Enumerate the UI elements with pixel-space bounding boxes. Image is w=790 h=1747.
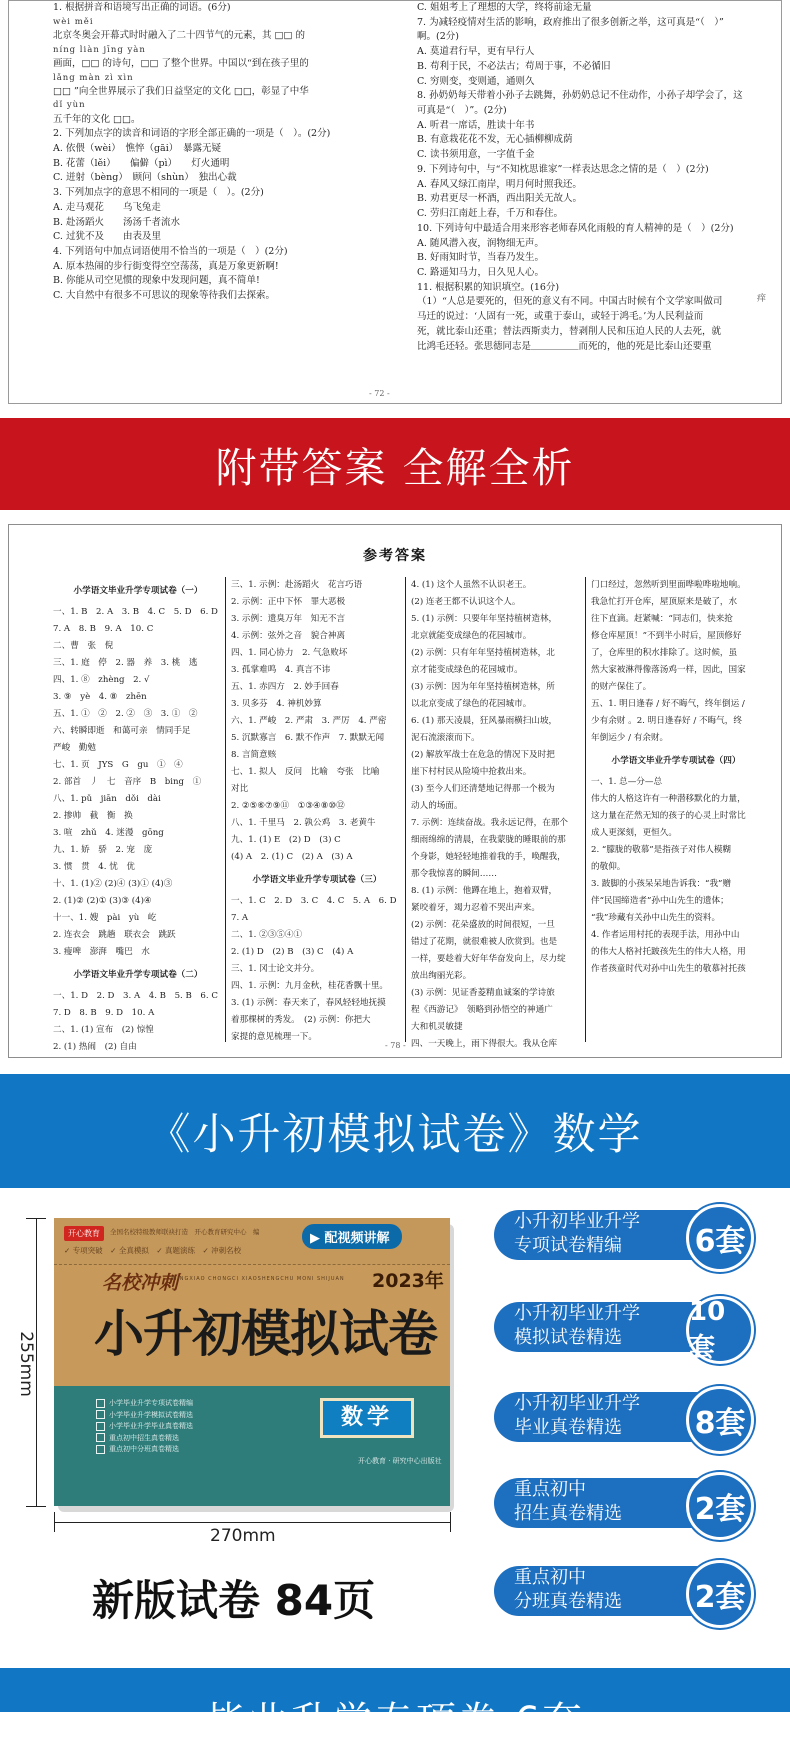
exam-line: 10. 下列诗句中最适合用来形容老师春风化雨般的育人精神的是（ ）(2分)	[417, 222, 734, 234]
answer-line: 北京就能变成绿色的花园城市。	[411, 631, 532, 641]
answer-line: 个身影，她轻轻地推着我的手，唤醒我，	[411, 852, 566, 862]
answer-line: 伟大的人格这许有一种潜移默化的力量，	[591, 794, 746, 804]
pill-line2: 模拟试卷精选	[514, 1327, 622, 1348]
exam-line: níng liàn jīng yàn	[53, 44, 146, 55]
exam-line: wèi měi	[53, 16, 94, 27]
book-year: 2023年	[372, 1270, 444, 1292]
answer-line: 这力量在茫然无知的孩子的心灵上时常比	[591, 811, 746, 821]
answer-line: 错过了花期，就很难被人欣赏到。也是	[411, 937, 558, 947]
pill-line2: 分班真卷精选	[514, 1591, 622, 1612]
answer-line: 二、曹 张 倪	[53, 641, 114, 651]
answer-line: 3. 贝多芬 4. 神机妙算	[231, 699, 322, 709]
pill-count: 6套	[686, 1204, 754, 1272]
pill-line2: 毕业真卷精选	[514, 1417, 622, 1438]
bottom-banner	[0, 1668, 790, 1745]
answer-line: 然大家被淋得像落汤鸡一样，因此，国家	[591, 665, 746, 675]
column-divider	[585, 577, 586, 1042]
answer-line: 四、1. 示例：九月金秋，桂花香飘十里。	[231, 981, 389, 991]
answer-line: 8. 言简意赅	[231, 750, 277, 760]
answer-section-heading: 小学语文毕业升学专项试卷（二）	[73, 970, 203, 980]
checkbox-icon	[96, 1445, 105, 1454]
bottom-banner-text: 毕业升学专项卷 6套	[205, 1699, 585, 1745]
answer-section-heading: 小学语文毕业升学专项试卷（一）	[73, 586, 203, 596]
column-divider	[405, 577, 406, 1042]
book-editor-text: 全国名校特级教师联袂打造 开心教育研究中心 编	[110, 1228, 260, 1236]
answer-line: 修仓库屋顶！”不到半小时后，屋顶修好	[591, 631, 742, 641]
answer-line: 3. 瘦啤 澎湃 嘴巴 水	[53, 947, 150, 957]
answer-line: 2. “朦胧的敬慕”是指孩子对伟人模糊	[591, 845, 732, 855]
exam-line: C. 大自然中有很多不可思议的现象等待我们去探索。	[53, 290, 275, 302]
answer-line: 十一、1. 嫂 pài yù 屹	[53, 913, 157, 923]
exam-line: B. 有意栽花花不发，无心插柳柳成荫	[417, 134, 573, 146]
answer-line: 四、1. ⑧ zhèng 2. √	[53, 675, 150, 685]
answer-line: 3. 示例：遗臭万年 知无不言	[231, 614, 346, 624]
answer-line: 2. 示例：正中下怀 罪大恶极	[231, 597, 346, 607]
answer-line: 崖下村村民从险境中抢救出来。	[411, 767, 532, 777]
exam-right-column	[417, 1, 757, 354]
exam-line: 可真是“（ ）”。(2分)	[417, 105, 507, 117]
answer-line: 2. (1)② (2)① (3)③ (4)④	[53, 896, 152, 906]
answer-line: 2. (1) 热闹 (2) 自由	[53, 1042, 137, 1052]
answer-line: 作者孩童时代对孙中山先生的敬慕衬托孩	[591, 964, 746, 974]
exam-line: 比鸿毛还轻。张思德同志是＿＿＿＿＿而死的，他的死是比泰山还要重	[417, 340, 712, 352]
exam-line: A. 随风潜入夜，润物细无声。	[417, 237, 544, 249]
video-badge	[302, 1224, 402, 1249]
answer-line: (2) 解放军战士在危急的情况下及时把	[411, 750, 555, 760]
exam-line: 五千年的文化 □□。	[53, 113, 141, 125]
pill-text	[514, 1566, 694, 1614]
answer-line: 紧咬着牙，竭力忍着不哭出声来。	[411, 903, 540, 913]
height-dimension-cap	[26, 1506, 46, 1507]
exam-line: 8. 孙奶奶每天带着小孙子去跳舞，孙奶奶总记不住动作，小孙子却学会了，这	[417, 90, 743, 102]
answer-line: (2) 连老王都不认识这个人。	[411, 597, 521, 607]
exam-line: 2. 下列加点字的读音和词语的字形全部正确的一项是（ ）。(2分)	[53, 128, 331, 140]
exam-line: 11. 根据积累的知识填空。(16分)	[417, 281, 560, 293]
pill-count: 2套	[686, 1472, 754, 1540]
answer-line: 二、1. ②③⑤④①	[231, 930, 303, 940]
exam-left-column	[53, 1, 383, 304]
book-brand-logo: 开心教育	[64, 1226, 104, 1241]
answer-line: 家提的意见梳理一下。	[231, 1032, 317, 1042]
answer-line: (3) 示例：因为年年坚持植树造林，所	[411, 682, 555, 692]
answer-line: 一、1. C 2. D 3. C 4. C 5. A 6. D	[231, 896, 397, 906]
answer-line: 放出绚丽光彩。	[411, 971, 472, 981]
book-publisher: 开心教育 · 研究中心出版社	[358, 1457, 442, 1465]
pill-line1: 重点初中	[514, 1479, 586, 1500]
exam-line: C. 过犹不及 由表及里	[53, 231, 161, 243]
exam-line: 死，就比泰山还重；替法西斯卖力，替剥削人民和压迫人民的人去死，就	[417, 325, 722, 337]
answer-line: 的财产保住了。	[591, 682, 652, 692]
answer-line: 3. ⑨ yè 4. ⑧ zhēn	[53, 692, 147, 702]
answer-line: 一、1. 总—分—总	[591, 777, 663, 787]
checkbox-icon	[96, 1410, 105, 1419]
exam-line: C. 姐姐考上了理想的大学，终将前途无量	[417, 2, 592, 13]
exam-page-number: - 72 -	[369, 389, 390, 398]
answer-line: 六、转瞬即逝 和蔼可亲 情同手足	[53, 726, 191, 736]
answer-line: 九、1. 娇 骄 2. 宠 庞	[53, 845, 153, 855]
book-list-label: 小学毕业升学专项试卷精编	[109, 1399, 193, 1407]
exam-page-preview	[8, 0, 782, 404]
pill-line1: 小升初毕业升学	[514, 1303, 640, 1324]
answer-line: 八、1. pǔ jiān dǒi dài	[53, 794, 161, 804]
height-dimension-line	[36, 1218, 37, 1506]
exam-line: 3. 下列加点字的意思不相同的一项是（ ）。(2分)	[53, 187, 264, 199]
answer-line: 3. (1) 示例：春天来了，春风轻轻地抚摸	[231, 998, 386, 1008]
book-list-item	[96, 1444, 193, 1456]
pill-text	[514, 1392, 694, 1440]
answer-line: 5. 沉默寡言 6. 默不作声 7. 默默无闻	[231, 733, 385, 743]
exam-side-mark: 痒	[757, 294, 767, 304]
answer-line: 2. (1) D (2) B (3) C (4) A	[231, 947, 354, 957]
checkbox-icon	[96, 1433, 105, 1442]
pill-line2: 招生真卷精选	[514, 1503, 622, 1524]
checkbox-icon	[96, 1399, 105, 1408]
answer-line: 五、1. 明日逢春 / 好不晦气，终年倒运 /	[591, 699, 745, 709]
exam-line: C. 劳归江南赶上春，千万和春住。	[417, 208, 563, 220]
exam-line: 7. 为减轻疫情对生活的影响，政府推出了很多创新之举，这可真是“（ ）”	[417, 16, 724, 28]
exam-line: □□ ”向全世界展示了我们日益坚定的文化 □□，彰显了中华	[53, 85, 309, 97]
answer-line: 三、1. 冈士论文并分。	[231, 964, 320, 974]
answer-line: 成人更深刻，更恒久。	[591, 828, 677, 838]
answer-line: 的敬仰。	[591, 862, 626, 872]
exam-line: 北京冬奥会开幕式时时融入了二十四节气的元素，其 □□ 的	[53, 29, 305, 41]
answer-line: 那令我惊喜的瞬间……	[411, 869, 497, 879]
height-dimension-cap	[26, 1218, 46, 1219]
answers-banner-text: 附带答案 全解全析	[215, 443, 575, 492]
math-banner-text: 《小升初模拟试卷》数学	[147, 1109, 643, 1160]
exam-line: A. 听君一席话，胜读十年书	[417, 119, 535, 131]
exam-line: A. 依偎（wèi） 憔悴（gāi） 暴露无疑	[53, 143, 221, 154]
pill-line1: 重点初中	[514, 1567, 586, 1588]
answer-line: 5. (1) 示例：只要年年坚持植树造林，	[411, 614, 558, 624]
answer-line: 三、1. 庭 停 2. 器 养 3. 桃 逃	[53, 658, 198, 668]
answer-line: (4) A 2. (1) C (2) A (3) A	[231, 852, 353, 862]
book-tags: ✓ 专项突破 ✓ 全真模拟 ✓ 真题演练 ✓ 冲刺名校	[64, 1246, 242, 1255]
pill-text	[514, 1302, 694, 1350]
pill-count: 10套	[686, 1296, 754, 1364]
answer-section-heading: 小学语文毕业升学专项试卷（四）	[611, 756, 741, 766]
answer-line: 二、1. (1) 宣布 (2) 惊惶	[53, 1025, 154, 1035]
answer-line: 2. 部首 丿 七 音序 B bing ①	[53, 777, 202, 787]
exam-line: C. 路遥知马力，日久见人心。	[417, 266, 544, 278]
exam-line: B. 赴汤蹈火 汤汤千者流水	[53, 216, 181, 228]
book-list-label: 小学毕业升学毕业真卷精选	[109, 1422, 193, 1430]
answer-page-preview	[8, 524, 782, 1058]
height-dimension-label: 255mm	[16, 1331, 36, 1397]
answer-title: 参考答案	[363, 548, 427, 564]
exam-line: （1）“人总是要死的，但死的意义有不同。中国古时候有个文学家叫做司	[417, 296, 723, 308]
answer-column-1	[53, 577, 223, 1056]
answer-line: 严峻 勤勉	[53, 743, 96, 753]
width-dimension-line	[54, 1522, 450, 1523]
exam-line: C. 穷则变，变则通，通则久	[417, 75, 535, 87]
checkbox-icon	[96, 1422, 105, 1431]
answer-section-heading: 小学语文毕业升学专项试卷（三）	[252, 875, 382, 885]
exam-line: 4. 下列语句中加点词语使用不恰当的一项是（ ）(2分)	[53, 246, 288, 258]
answer-line: 少有余财 。2. 明日逢春好 / 不晦气，终	[591, 716, 742, 726]
answer-line: 7. D 8. B 9. D 10. A	[53, 1008, 155, 1018]
answer-line: 对比	[231, 784, 249, 794]
book-list-item	[96, 1433, 193, 1445]
answer-line: (2) 示例：只有年年坚持植树造林，北	[411, 648, 555, 658]
pill-line1: 小升初毕业升学	[514, 1211, 640, 1232]
answer-line: (2) 示例：花朵盛放的时间很短，一旦	[411, 920, 555, 930]
exam-line: A. 走马观花 乌飞兔走	[53, 201, 161, 213]
exam-line: B. 花蕾（lěi） 偏僻（pì） 灯火通明	[53, 157, 230, 169]
exam-line: B. 劝君更尽一杯酒，西出阳关无故人。	[417, 193, 583, 205]
answer-line: (3) 至今人们还清楚地记得那一个极为	[411, 784, 555, 794]
answer-line: 我急忙打开仓库，屋顶原来是破了，水	[591, 597, 738, 607]
answer-line: 4. 作者运用村托的表现手法，用孙中山	[591, 930, 740, 940]
pill-count: 2套	[686, 1560, 754, 1628]
answer-line: 动人的场面。	[411, 801, 463, 811]
answer-line: 四、一天晚上，雨下得很大。我从仓库	[411, 1039, 558, 1049]
answer-line: 7. 示例：连续奋战。我永远记得，在那个	[411, 818, 569, 828]
answer-line: 了，仓库里的积水排除了。这时候，虽	[591, 648, 738, 658]
book-list-label: 重点初中分班真卷精选	[109, 1445, 179, 1453]
book-cover	[54, 1218, 450, 1506]
answer-column-4	[591, 577, 761, 978]
exam-line: dǐ yùn	[53, 100, 86, 111]
width-dimension-label: 270mm	[210, 1526, 276, 1546]
answer-line: 九、1. (1) E (2) D (3) C	[231, 835, 341, 845]
answer-line: 细雨绵绵的清晨，在我蒙胧的睡眼前的那	[411, 835, 566, 845]
answer-line: 3. 惯 贯 4. 忧 优	[53, 862, 136, 872]
book-contents-list	[96, 1398, 193, 1456]
answer-line: 门口经过，忽然听到里面哗啦哗啦地响。	[591, 580, 746, 590]
play-icon: ▶	[310, 1231, 325, 1246]
answer-line: 泥石流滚滚而下。	[411, 733, 480, 743]
answer-line: “我”珍藏有关孙中山先生的资料。	[591, 913, 721, 923]
pill-line2: 专项试卷精编	[514, 1235, 622, 1256]
answer-line: 十、1. (1)② (2)④ (3)① (4)③	[53, 879, 173, 889]
answer-column-3	[411, 577, 583, 1053]
answer-line: 五、1. ① ② 2. ② ③ 3. ① ②	[53, 709, 198, 719]
answer-line: 京才能变成绿色的花园城市。	[411, 665, 523, 675]
answer-line: 五、1. 赤四方 2. 妙手回春	[231, 682, 339, 692]
exam-line: lǎng màn zì xìn	[53, 72, 134, 83]
book-title: 小升初模拟试卷	[94, 1305, 437, 1363]
book-list-label: 重点初中招生真卷精选	[109, 1433, 179, 1442]
exam-line: 画面，□□ 的诗句，□□ 了整个世界。中国以“到在孩子里的	[53, 57, 309, 69]
book-list-item	[96, 1398, 193, 1410]
answer-line: 一样，要趁着大好年华奋发向上，尽力绽	[411, 954, 566, 964]
set-pill	[494, 1386, 754, 1448]
set-pill	[494, 1296, 754, 1363]
answer-line: 年倒运少 / 有余财。	[591, 733, 669, 743]
answer-line: 的伟大人格衬托跛孩先生的伟大人格，用	[591, 947, 746, 957]
answer-line: 2. 连衣会 跳趟 联衣会 跳跃	[53, 930, 176, 940]
exam-line: 马迁的说过：‘人固有一死，或重于泰山，或轻于鸿毛。’为人民利益而	[417, 311, 704, 323]
answers-banner	[0, 418, 790, 510]
answer-line: (3) 示例：见证香菱精血诚案的学诗旅	[411, 988, 555, 998]
new-edition-caption: 新版试卷 84页	[92, 1576, 376, 1625]
answer-line: 一、1. B 2. A 3. B 4. C 5. D 6. D	[53, 607, 218, 617]
book-list-label: 小学毕业升学模拟试卷精选	[109, 1410, 193, 1419]
answer-line: 4. 示例：弦外之音 貌合神离	[231, 631, 346, 641]
pill-text	[514, 1210, 694, 1258]
exam-line: B. 好雨知时节，当春乃发生。	[417, 252, 545, 264]
answer-line: 八、1. 千里马 2. 孰公鸡 3. 老黄牛	[231, 818, 376, 828]
answer-line: 以北京变成了绿色的花园城市。	[411, 699, 532, 709]
answer-line: 6. (1) 那天凌晨，狂风暴雨横扫山坡，	[411, 716, 558, 726]
exam-line: 啊。(2分)	[417, 31, 459, 43]
answer-line: 3. 喧 zhǔ 4. 迷漫 gōng	[53, 828, 164, 838]
answer-line: 4. (1) 这个人虽然不认识老王。	[411, 580, 532, 590]
answer-line: 大和机灵敏捷	[411, 1022, 463, 1032]
math-banner	[0, 1074, 790, 1188]
set-pill	[494, 1560, 754, 1622]
width-dimension-cap	[54, 1512, 55, 1532]
exam-line: B. 苟利于民，不必法古；苟周于事，不必循旧	[417, 60, 611, 72]
answer-line: 四、1. 同心协力 2. 气急败坏	[231, 648, 348, 658]
answer-line: 七、1. 页 JYS G gu ① ④	[53, 760, 183, 770]
answer-column-2	[231, 577, 403, 1046]
answer-line: 六、1. 严峻 2. 严肃 3. 严厉 4. 严密	[231, 716, 387, 726]
answer-line: 程《西游记》 领略到孙悟空的神通广	[411, 1005, 553, 1015]
column-divider	[225, 577, 226, 1042]
answer-line: 伴“民国缔造者”孙中山先生的遗体；	[591, 896, 729, 906]
pill-text	[514, 1478, 694, 1526]
answer-line: 3. 跛脚的小孩呆呆地告诉我：“我”赠	[591, 879, 732, 889]
pill-line1: 小升初毕业升学	[514, 1393, 640, 1414]
answer-line: 往下直滴。赶紧喊：“同志们，快来抢	[591, 614, 733, 624]
answer-line: 2. ②⑤⑥⑦⑨⑪ ①③④⑧⑩⑫	[231, 801, 345, 811]
answer-line: 3. 孤掌难鸣 4. 真言不讳	[231, 665, 331, 675]
width-dimension-cap	[450, 1512, 451, 1532]
book-pinyin: MINGXIAO CHONGCI XIAOSHENGCHU MONI SHIJUAN	[172, 1276, 345, 1282]
exam-line: 1. 根据拼音和语境写出正确的词语。(6分)	[53, 2, 231, 13]
answer-page-number: - 78 -	[385, 1041, 406, 1050]
book-list-item	[96, 1410, 193, 1422]
answer-line: 着那棵树的秀发。 (2) 示例：你把大	[231, 1015, 371, 1025]
exam-line: A. 春风又绿江南岸，明月何时照我还。	[417, 178, 582, 190]
set-pill	[494, 1472, 754, 1534]
exam-line: C. 迸射（bèng） 顾问（shùn） 独出心裁	[53, 172, 237, 184]
video-badge-label: 配视频讲解	[324, 1231, 390, 1246]
exam-line: C. 读书须用意，一字值千金	[417, 149, 535, 161]
book-list-item	[96, 1421, 193, 1433]
exam-line: A. 原本热闹的步行街变得空空荡荡，真是万象更新啊!	[53, 260, 279, 272]
book-subtitle: 名校冲刺	[102, 1272, 179, 1294]
answer-line: 一、1. D 2. D 3. A 4. B 5. B 6. C	[53, 991, 218, 1001]
answer-line: 七、1. 拟人 反问 比喻 夸张 比喻	[231, 767, 380, 777]
exam-line: 9. 下列诗句中，与“不知枕思谁家”一样表达思念之情的是（ ）(2分)	[417, 163, 709, 175]
set-pill	[494, 1204, 754, 1266]
exam-line: A. 莫道君行早，更有早行人	[417, 46, 535, 58]
answer-line: 7. A 8. B 9. A 10. C	[53, 624, 154, 634]
answer-line: 三、1. 示例：赴汤蹈火 花言巧语	[231, 580, 363, 590]
exam-line: B. 你能从司空见惯的现象中发现问题，真不简单!	[53, 275, 260, 287]
book-subject-badge: 数学	[320, 1398, 414, 1438]
answer-line: 7. A	[231, 913, 249, 923]
answer-line: 8. (1) 示例：他蹲在地上，抱着双臂，	[411, 886, 558, 896]
pill-count: 8套	[686, 1386, 754, 1454]
answer-line: 2. 掺帅 截 衡 换	[53, 811, 133, 821]
